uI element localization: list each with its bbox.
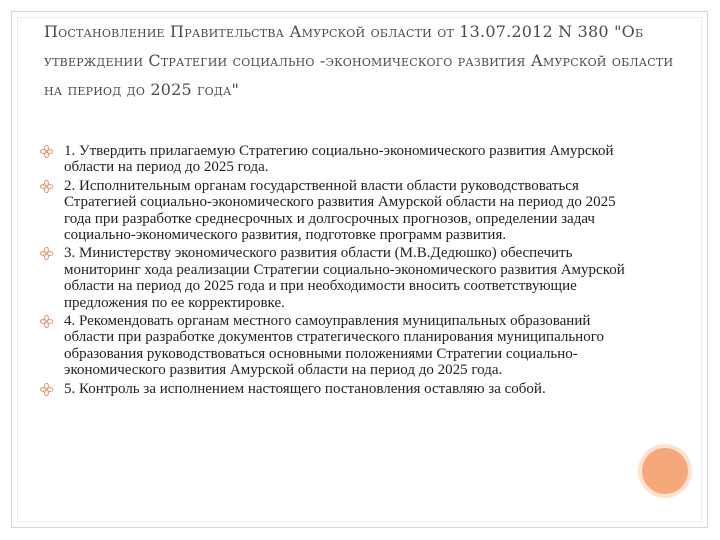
flower-ornament-icon (40, 247, 53, 260)
bullet-text: 1. Утвердить прилагаемую Стратегию социально-экономического развития Амурской области на период до 2025 года. (64, 143, 614, 176)
bullet-list (40, 143, 640, 399)
slide-title: Постановление Правительства Амурской области от 13.07.2012 N 380 "Об утверждении Стратегии социально -экономического развития Амурской области на период до 2025 года" (44, 22, 674, 99)
list-item (40, 143, 640, 176)
list-item (40, 313, 640, 379)
bullet-text: 2. Исполнительным органам государственной власти области руководствоваться Стратегией социально-экономического развития Амурской области на период до 2025 года при разработке среднесрочных и долгосрочных прогнозов, определении задач социально-экономического развития, подготовке программ развития. (64, 177, 616, 244)
bullet-text: 5. Контроль за исполнением настоящего постановления оставляю за собой. (64, 380, 546, 397)
bullet-text: 4. Рекомендовать органам местного самоуправления муниципальных образований области при разработке документов стратегического планирования муниципального образования руководствоваться основными положениями Стратегии социально-экономического развития Амурской области на период до 2025 года. (64, 313, 604, 379)
flower-ornament-icon (40, 315, 53, 328)
flower-ornament-icon (40, 383, 53, 396)
list-item (40, 178, 640, 244)
decorative-circle (642, 448, 688, 494)
flower-ornament-icon (40, 180, 53, 193)
list-item (40, 245, 640, 311)
list-item (40, 381, 640, 397)
bullet-text: 3. Министерству экономического развития области (М.В.Дедюшко) обеспечить мониторинг хода реализации Стратегии социально-экономического развития Амурской области на период до 2025 года и при необходимости вносить соответствующие предложения по ее корректировке. (64, 245, 625, 311)
flower-ornament-icon (40, 145, 53, 158)
